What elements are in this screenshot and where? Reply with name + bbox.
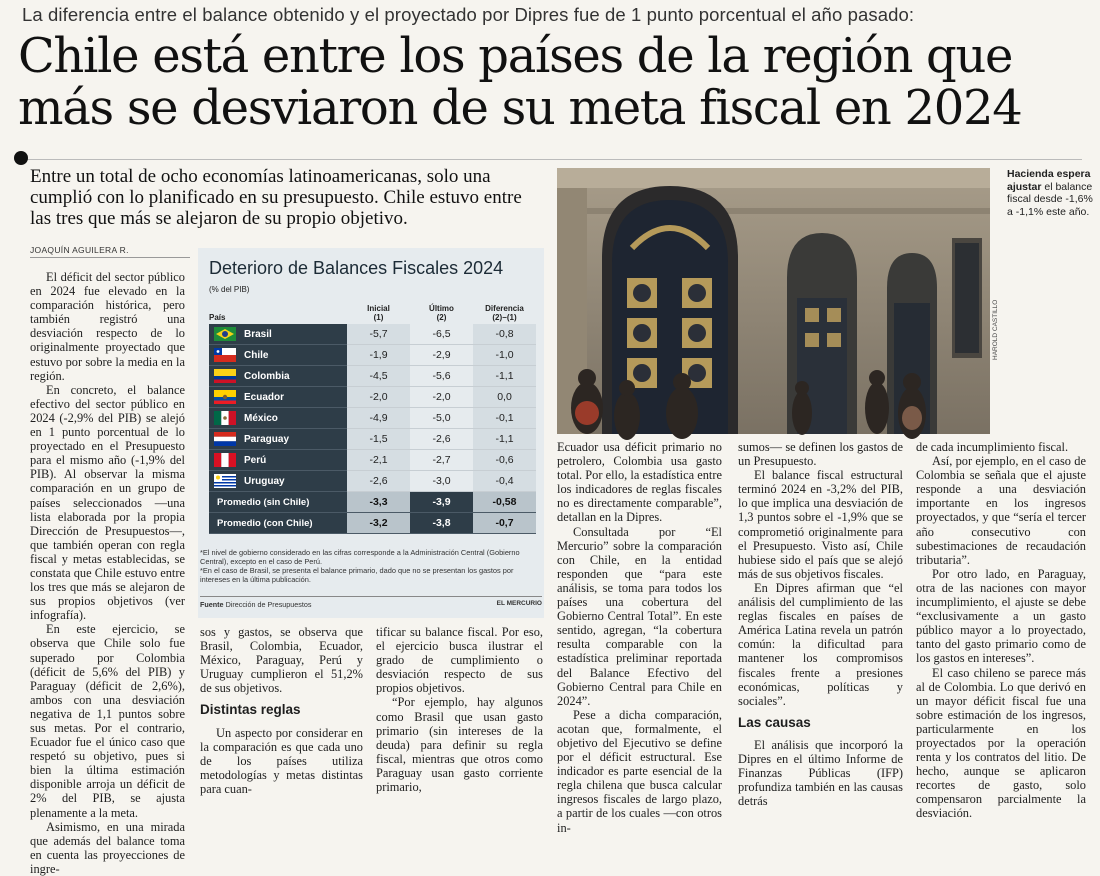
- paragraph: Asimismo, en una mirada que además del balance toma en cuenta las proyecciones de ingre-: [30, 819, 185, 876]
- infographic: [198, 248, 544, 618]
- inicial-cell: -1,5: [347, 429, 410, 450]
- chile-flag-icon: [214, 348, 236, 362]
- column-1: [30, 270, 185, 876]
- subhead: Las causas: [738, 714, 811, 730]
- paragraph: En este ejercicio, se observa que Chile solo fue superado por Colombia (déficit de 5,6% del PIB) y Paraguay (déficit de 2,6%), ambos con una desviación negativa de 1,1 puntos sobre sus metas. Por el contrario, Ecuador fue el único caso que respetó su objetivo, pues si bien la última estimación disponible arroja un déficit de 2% del PIB, se ajusta plenamente a la meta.: [30, 622, 185, 820]
- table-header: [209, 298, 541, 324]
- diferencia-cell: 0,0: [473, 387, 536, 408]
- building-photo: [557, 168, 990, 434]
- inicial-cell: -4,5: [347, 366, 410, 387]
- table-row: [209, 450, 541, 471]
- peru-flag-icon: [214, 453, 236, 467]
- country-name: Uruguay: [244, 475, 285, 487]
- country-cell: [209, 429, 347, 450]
- infographic-table: [209, 298, 541, 534]
- average-label: Promedio (sin Chile): [209, 492, 347, 513]
- column-6: [916, 440, 1086, 821]
- paragraph: El caso chileno se parece más al de Colombia. Lo que derivó en un mayor déficit fiscal fue una sobre estimación de los ingresos, particularmente en los proyectados por la operación renta y los contratos del litio. De hecho, aunque se aplicaron recortes de gasto, solo compensaron parcialmente la desviación.: [916, 665, 1086, 821]
- header-ultimo: Último (2): [429, 304, 454, 322]
- paragraph: En Dipres afirman que “el análisis del cumplimiento de las reglas fiscales en países de América Latina revela un patrón común: la dificultad para mantener los compromisos fiscales frente a presiones económicas, políticas y sociales”.: [738, 580, 903, 708]
- infographic-source: Fuente Dirección de Presupuestos: [200, 600, 312, 609]
- ultimo-cell: -3,9: [410, 492, 473, 513]
- brazil-flag-icon: [214, 327, 236, 341]
- note: *En el caso de Brasil, se presenta el balance primario, dado que no se presentan los gastos por intereses en la última publicación.: [200, 566, 514, 584]
- ultimo-cell: -3,8: [410, 513, 473, 534]
- country-name: Chile: [244, 349, 269, 361]
- ultimo-cell: -2,0: [410, 387, 473, 408]
- infographic-unit: (% del PIB): [209, 285, 250, 294]
- headline: Chile está entre los países de la región que más se desviaron de su meta fiscal en 2024: [18, 28, 1022, 136]
- inicial-cell: -1,9: [347, 345, 410, 366]
- average-row: [209, 492, 541, 513]
- inicial-cell: -3,3: [347, 492, 410, 513]
- paragraph: “Por ejemplo, hay algunos como Brasil que usan gasto primario (sin intereses de la deuda) para definir su regla fiscal, mientras que otros como Paraguay usan gasto corriente primario,: [376, 695, 543, 795]
- paragraph: Así, por ejemplo, en el caso de Colombia se señala que el ajuste responde a una desviación importante en los ingresos proyectados, y que “sería el tercer año consecutivo con subestimaciones de recaudación tributaria”.: [916, 454, 1086, 567]
- column-2: [200, 625, 363, 796]
- photo-caption: Hacienda espera ajustar el balance fiscal desde -1,6% a -1,1% este año.: [1007, 168, 1093, 218]
- divider: [200, 596, 542, 597]
- photo-credit: HAROLD CASTILLO: [992, 299, 999, 360]
- country-cell: [209, 324, 347, 345]
- ultimo-cell: -6,5: [410, 324, 473, 345]
- paragraph: sos y gastos, se observa que Brasil, Colombia, Ecuador, México, Paraguay, Perú y Uruguay cumplieron el 51,2% de sus objetivos.: [200, 625, 363, 696]
- paragraph: tificar su balance fiscal. Por eso, el ejercicio busca ilustrar el grado de cumplimiento o desviación respecto de sus propios objetivos.: [376, 625, 543, 696]
- paragraph: El análisis que incorporó la Dipres en el último Informe de Finanzas Públicas (IFP) profundiza también en las causas detrás: [738, 737, 903, 809]
- photo-building-facade: [557, 168, 990, 434]
- diferencia-cell: -1,1: [473, 366, 536, 387]
- infographic-notes: [200, 548, 542, 584]
- table-row: [209, 324, 541, 345]
- average-label: Promedio (con Chile): [209, 513, 347, 534]
- average-row: [209, 513, 541, 534]
- country-cell: [209, 450, 347, 471]
- ultimo-cell: -2,9: [410, 345, 473, 366]
- paragraph: El déficit del sector público en 2024 fue elevado en la comparación histórica, pero también registró una desviación respecto de lo originalmente proyectado que estuvo por sobre la media en la región.: [30, 270, 185, 383]
- ultimo-cell: -5,0: [410, 408, 473, 429]
- mexico-flag-icon: [214, 411, 236, 425]
- ultimo-cell: -2,7: [410, 450, 473, 471]
- ecuador-flag-icon: [214, 390, 236, 404]
- country-cell: [209, 471, 347, 492]
- country-cell: [209, 408, 347, 429]
- lede: Entre un total de ocho economías latinoamericanas, solo una cumplió con lo planificado en su presupuesto. Chile estuvo entre las tres que más se alejaron de su propio objetivo.: [30, 166, 522, 229]
- country-cell: [209, 345, 347, 366]
- diferencia-cell: -1,0: [473, 345, 536, 366]
- inicial-cell: -4,9: [347, 408, 410, 429]
- country-name: Ecuador: [244, 391, 285, 403]
- diferencia-cell: -0,58: [473, 492, 536, 513]
- country-name: Colombia: [244, 370, 290, 382]
- diferencia-cell: -0,8: [473, 324, 536, 345]
- paragraph: Por otro lado, en Paraguay, otra de las naciones con mayor incumplimiento, el ajuste se debe “exclusivamente a un gasto público mayor a lo proyectado, tanto del gasto primario como de los gastos en intereses”.: [916, 566, 1086, 666]
- country-name: Brasil: [244, 328, 272, 340]
- diferencia-cell: -0,1: [473, 408, 536, 429]
- country-name: Paraguay: [244, 433, 290, 445]
- diferencia-cell: -1,1: [473, 429, 536, 450]
- paraguay-flag-icon: [214, 432, 236, 446]
- table-row: [209, 366, 541, 387]
- diferencia-cell: -0,4: [473, 471, 536, 492]
- uruguay-flag-icon: [214, 474, 236, 488]
- paragraph: Pese a dicha comparación, acotan que, formalmente, el objetivo del Ejecutivo se define por el déficit estructural. Ese indicador es parte esencial de la regla chilena que busca calcular ingresos fiscales de largo plazo, a partir de los cuales —con otros in-: [557, 707, 722, 835]
- infographic-title: Deterioro de Balances Fiscales 2024: [209, 258, 504, 278]
- header-pais: País: [209, 313, 226, 322]
- country-cell: [209, 387, 347, 408]
- country-name: México: [244, 412, 278, 424]
- colombia-flag-icon: [214, 369, 236, 383]
- inicial-cell: -2,6: [347, 471, 410, 492]
- table-row: [209, 408, 541, 429]
- paragraph: En concreto, el balance efectivo del sector público en 2024 (-2,9% del PIB) se alejó en 1 punto porcentual de lo proyectado en el Presupuesto para el mismo año (-1,9% del PIB). Al observar la misma comparación en un grupo de países seleccionados —una lista elaborada por la propia Dirección de Presupuestos—, que también operan con regla fiscal y metas establecidas, se constata que Chile estuvo entre los tres que más se alejaron de sus propios objetivos (ver infografía).: [30, 382, 185, 623]
- header-inicial: Inicial (1): [367, 304, 390, 322]
- bullet-icon: [14, 151, 28, 165]
- country-cell: [209, 366, 347, 387]
- paragraph: Ecuador usa déficit primario no petrolero, Colombia usa gasto total. Por ello, la estadística entre los indicadores de reglas fiscales no es directamente comparable”, detallan en la Dipres.: [557, 440, 722, 525]
- inicial-cell: -2,0: [347, 387, 410, 408]
- header-diferencia: Diferencia (2)−(1): [485, 304, 524, 322]
- table-row: [209, 345, 541, 366]
- paragraph: Consultada por “El Mercurio” sobre la comparación con Chile, en la entidad responden que “para este análisis, se toma para todos los países una cobertura del Gobierno Central Total”. En este sentido, agregan, “la cobertura resulta comparable con la estadística preliminar reportada del Balance Efectivo del Gobierno Central para Chile en 2024”.: [557, 524, 722, 708]
- infographic-brand: EL MERCURIO: [496, 600, 542, 607]
- subhead: Distintas reglas: [200, 702, 301, 718]
- inicial-cell: -5,7: [347, 324, 410, 345]
- inicial-cell: -3,2: [347, 513, 410, 534]
- ultimo-cell: -3,0: [410, 471, 473, 492]
- paragraph: de cada incumplimiento fiscal.: [916, 440, 1069, 454]
- country-name: Perú: [244, 454, 267, 466]
- note: *El nivel de gobierno considerado en las cifras corresponde a la Administración Central (Gobierno Central), excepto en el caso de Perú.: [200, 548, 520, 566]
- paragraph: El balance fiscal estructural terminó 2024 en -3,2% del PIB, lo que implica una desviación de 1,3 puntos sobre el -1,9% que se comprometió originalmente para el Presupuesto. Visto así, Chile hubiese sido el país que se alejó más de sus objetivos fiscales.: [738, 468, 903, 581]
- ultimo-cell: -5,6: [410, 366, 473, 387]
- column-5: [738, 440, 903, 808]
- table-row: [209, 429, 541, 450]
- byline: JOAQUÍN AGUILERA R.: [30, 245, 190, 258]
- column-4: [557, 440, 722, 835]
- diferencia-cell: -0,6: [473, 450, 536, 471]
- column-3: [376, 625, 543, 794]
- kicker: La diferencia entre el balance obtenido y el proyectado por Dipres fue de 1 punto porcentual el año pasado:: [22, 4, 915, 25]
- table-row: [209, 471, 541, 492]
- diferencia-cell: -0,7: [473, 513, 536, 534]
- paragraph: sumos— se definen los gastos de un Presupuesto.: [738, 440, 903, 469]
- paragraph: Un aspecto por considerar en la comparación es que cada uno de los países utiliza metodologías y metas distintas para cuan-: [200, 725, 363, 796]
- divider: [22, 159, 1082, 160]
- table-row: [209, 387, 541, 408]
- inicial-cell: -2,1: [347, 450, 410, 471]
- ultimo-cell: -2,6: [410, 429, 473, 450]
